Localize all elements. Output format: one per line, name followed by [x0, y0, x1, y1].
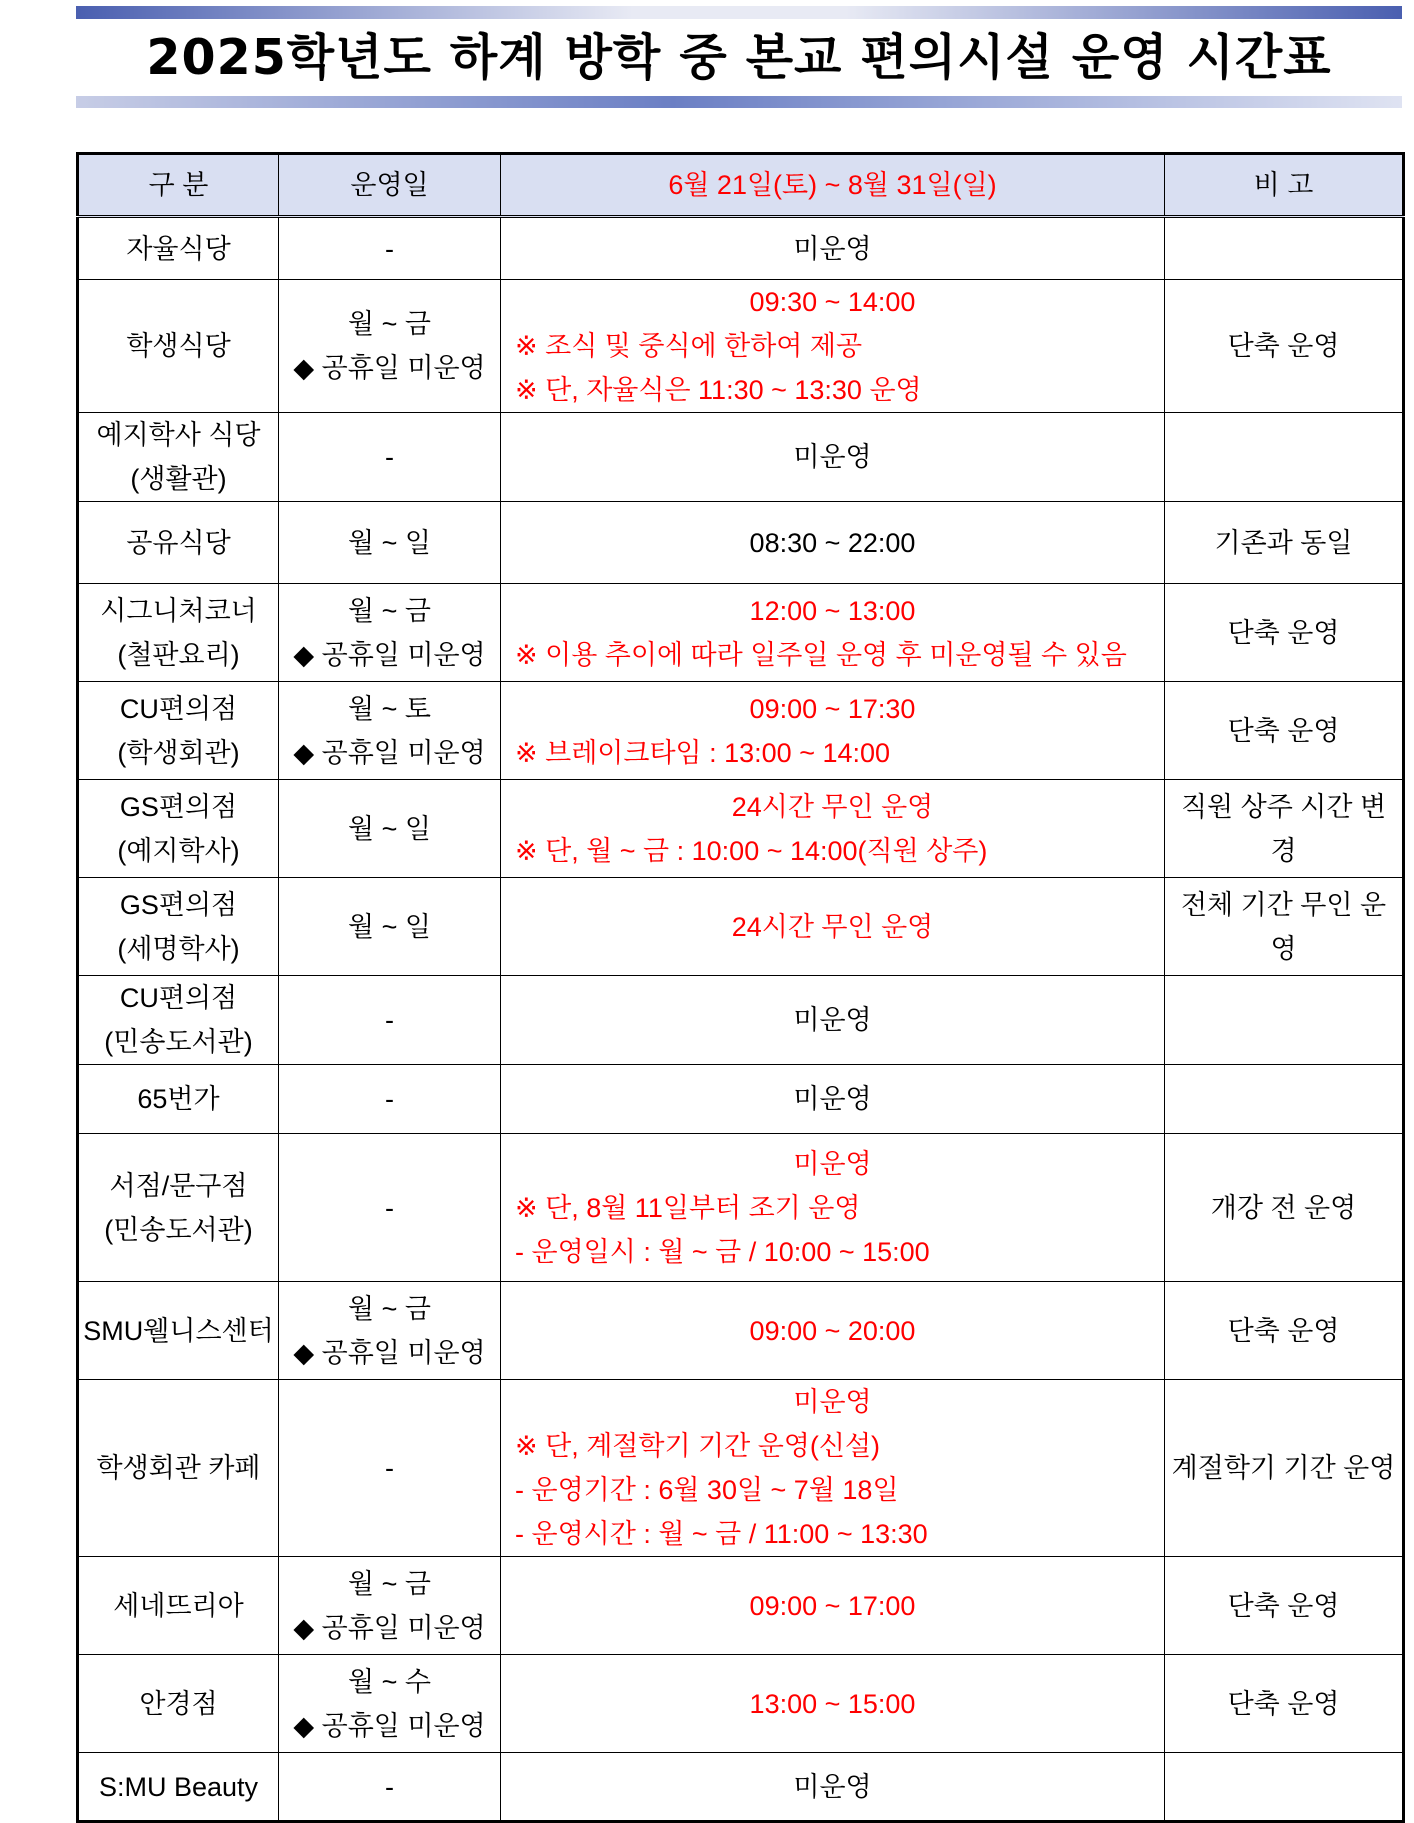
facility-name-cell — [78, 413, 279, 502]
operating-hours: 미운영 — [793, 1084, 872, 1114]
facility-name: GS편의점 — [119, 791, 238, 822]
page-title: 2025학년도 하계 방학 중 본교 편의시설 운영 시간표 — [146, 29, 1332, 86]
operating-hours-cell — [501, 280, 1165, 413]
operating-hours-cell — [501, 584, 1165, 682]
table-row — [78, 502, 1404, 584]
operating-days-cell — [279, 878, 501, 976]
operating-days-cell — [279, 1065, 501, 1134]
operating-days: - — [385, 1005, 394, 1035]
operating-days: 월 ~ 금 — [348, 1568, 431, 1599]
operating-days-cell — [279, 1557, 501, 1655]
note-cell — [1165, 413, 1404, 502]
header-row — [78, 154, 1404, 217]
operating-days: - — [385, 1084, 394, 1114]
holiday-notice: ◆ 공휴일 미운영 — [293, 1710, 486, 1741]
operating-hours-cell — [501, 413, 1165, 502]
hours-remark: ※ 이용 추이에 따라 일주일 운영 후 미운영될 수 있음 — [515, 639, 1127, 670]
table-row — [78, 413, 1404, 502]
table-row — [78, 1380, 1404, 1557]
operating-hours-cell — [501, 1557, 1165, 1655]
operating-hours-cell — [501, 780, 1165, 878]
operating-hours: 12:00 ~ 13:00 — [749, 595, 916, 626]
operating-hours: 09:00 ~ 20:00 — [749, 1315, 916, 1346]
operating-hours-cell — [501, 1380, 1165, 1557]
holiday-notice: ◆ 공휴일 미운영 — [293, 1337, 486, 1368]
header-days: 운영일 — [279, 154, 501, 217]
operating-hours-cell — [501, 1753, 1165, 1822]
facility-name: (민송도서관) — [104, 1214, 253, 1245]
note-cell — [1165, 1065, 1404, 1134]
note-cell: 직원 상주 시간 변경 — [1165, 780, 1404, 878]
operating-days-cell — [279, 976, 501, 1065]
table-row — [78, 780, 1404, 878]
operating-hours: 08:30 ~ 22:00 — [749, 527, 916, 558]
note-cell: 계절학기 기간 운영 — [1165, 1380, 1404, 1557]
operating-days-cell — [279, 682, 501, 780]
facility-name-cell — [78, 1753, 279, 1822]
operating-hours-cell — [501, 1134, 1165, 1282]
facility-name-cell — [78, 502, 279, 584]
hours-remark: - 운영기간 : 6월 30일 ~ 7월 18일 — [515, 1475, 899, 1505]
facility-name: (학생회관) — [117, 737, 240, 768]
operating-days-cell — [279, 1134, 501, 1282]
operating-days: 월 ~ 일 — [348, 911, 431, 942]
note-cell: 기존과 동일 — [1165, 502, 1404, 584]
operating-hours-cell — [501, 976, 1165, 1065]
schedule-table — [76, 152, 1405, 1823]
table-row — [78, 1557, 1404, 1655]
facility-name: S:MU Beauty — [98, 1771, 259, 1802]
facility-name: (민송도서관) — [104, 1027, 253, 1057]
operating-days: 월 ~ 일 — [348, 527, 431, 558]
operating-hours: 09:30 ~ 14:00 — [749, 287, 916, 317]
hours-remark: - 운영일시 : 월 ~ 금 / 10:00 ~ 15:00 — [515, 1236, 930, 1267]
operating-days-cell — [279, 280, 501, 413]
facility-name-cell — [78, 584, 279, 682]
note-cell — [1165, 976, 1404, 1065]
hours-remark: ※ 조식 및 중식에 한하여 제공 — [515, 331, 863, 361]
table-row — [78, 1655, 1404, 1753]
facility-name: (철판요리) — [117, 639, 240, 670]
table-row — [78, 1065, 1404, 1134]
operating-hours-cell — [501, 878, 1165, 976]
operating-days: - — [385, 442, 394, 472]
facility-name-cell — [78, 280, 279, 413]
holiday-notice: ◆ 공휴일 미운영 — [293, 1612, 486, 1643]
facility-name-cell — [78, 878, 279, 976]
operating-hours: 미운영 — [793, 233, 872, 264]
operating-days: 월 ~ 일 — [348, 813, 431, 844]
operating-days-cell — [279, 780, 501, 878]
operating-hours: 09:00 ~ 17:30 — [749, 693, 916, 724]
note-cell: 단축 운영 — [1165, 584, 1404, 682]
operating-hours: 미운영 — [793, 1387, 872, 1417]
holiday-notice: ◆ 공휴일 미운영 — [293, 353, 486, 383]
operating-hours: 미운영 — [793, 1771, 872, 1802]
facility-name-cell — [78, 1065, 279, 1134]
hours-remark: - 운영시간 : 월 ~ 금 / 11:00 ~ 13:30 — [515, 1519, 928, 1549]
facility-name: CU편의점 — [119, 983, 238, 1013]
facility-name: 서점/문구점 — [109, 1170, 248, 1201]
note-cell — [1165, 217, 1404, 280]
note-cell: 단축 운영 — [1165, 280, 1404, 413]
note-cell: 전체 기간 무인 운영 — [1165, 878, 1404, 976]
facility-name-cell — [78, 1655, 279, 1753]
table-row — [78, 217, 1404, 280]
note-cell: 단축 운영 — [1165, 1557, 1404, 1655]
operating-hours: 24시간 무인 운영 — [731, 911, 934, 942]
facility-name: 학생식당 — [126, 331, 231, 361]
facility-name-cell — [78, 976, 279, 1065]
table-row — [78, 584, 1404, 682]
facility-name: 시그니처코너 — [100, 595, 257, 626]
facility-name: 학생회관 카페 — [96, 1453, 261, 1483]
note-cell: 단축 운영 — [1165, 1282, 1404, 1380]
operating-days-cell — [279, 217, 501, 280]
note-cell: 단축 운영 — [1165, 1655, 1404, 1753]
facility-name-cell — [78, 780, 279, 878]
facility-name-cell — [78, 1134, 279, 1282]
operating-days: 월 ~ 금 — [348, 1293, 431, 1324]
operating-hours: 미운영 — [793, 1148, 872, 1179]
facility-name-cell — [78, 1282, 279, 1380]
header-category: 구 분 — [78, 154, 279, 217]
operating-days-cell — [279, 1380, 501, 1557]
facility-name: CU편의점 — [119, 693, 238, 724]
operating-days: - — [385, 233, 394, 264]
operating-days-cell — [279, 1282, 501, 1380]
note-cell: 단축 운영 — [1165, 682, 1404, 780]
facility-name: 안경점 — [139, 1688, 218, 1719]
operating-days-cell — [279, 584, 501, 682]
operating-days: - — [385, 1771, 394, 1802]
operating-days: - — [385, 1453, 394, 1483]
facility-name: 공유식당 — [126, 527, 231, 558]
operating-days: 월 ~ 금 — [348, 309, 431, 339]
operating-hours: 미운영 — [793, 1005, 872, 1035]
operating-days-cell — [279, 502, 501, 584]
operating-hours-cell — [501, 1655, 1165, 1753]
operating-days: 월 ~ 토 — [348, 693, 431, 724]
hours-remark: ※ 단, 월 ~ 금 : 10:00 ~ 14:00(직원 상주) — [515, 835, 988, 866]
facility-name: (세명학사) — [117, 933, 240, 964]
hours-remark: ※ 단, 8월 11일부터 조기 운영 — [515, 1192, 861, 1223]
facility-name-cell — [78, 217, 279, 280]
facility-name: 세네뜨리아 — [113, 1590, 244, 1621]
operating-days-cell — [279, 413, 501, 502]
hours-remark: ※ 브레이크타임 : 13:00 ~ 14:00 — [515, 737, 891, 768]
note-cell: 개강 전 운영 — [1165, 1134, 1404, 1282]
note-cell — [1165, 1753, 1404, 1822]
operating-days-cell — [279, 1655, 501, 1753]
operating-hours-cell — [501, 217, 1165, 280]
facility-name: 65번가 — [137, 1084, 220, 1114]
hours-remark: ※ 단, 계절학기 기간 운영(신설) — [515, 1431, 881, 1461]
header-note: 비 고 — [1165, 154, 1404, 217]
facility-name: (생활관) — [130, 464, 227, 494]
holiday-notice: ◆ 공휴일 미운영 — [293, 639, 486, 670]
operating-days: 월 ~ 금 — [348, 595, 431, 626]
operating-hours: 미운영 — [793, 442, 872, 472]
table-row — [78, 682, 1404, 780]
title-bottom-bar — [76, 96, 1402, 108]
operating-hours-cell — [501, 502, 1165, 584]
table-row — [78, 976, 1404, 1065]
table-row — [78, 1282, 1404, 1380]
facility-name-cell — [78, 682, 279, 780]
facility-name: 자율식당 — [126, 233, 231, 264]
operating-hours-cell — [501, 1065, 1165, 1134]
table-row — [78, 878, 1404, 976]
facility-name: 예지학사 식당 — [96, 420, 261, 450]
facility-name: GS편의점 — [119, 889, 238, 920]
operating-days-cell — [279, 1753, 501, 1822]
operating-hours: 13:00 ~ 15:00 — [749, 1688, 916, 1719]
facility-name: SMU웰니스센터 — [83, 1315, 274, 1346]
facility-name-cell — [78, 1557, 279, 1655]
table-row — [78, 1753, 1404, 1822]
facility-name-cell — [78, 1380, 279, 1557]
operating-hours-cell — [501, 682, 1165, 780]
schedule-body — [78, 217, 1404, 1822]
title-banner — [76, 6, 1402, 110]
title-top-bar — [76, 6, 1402, 19]
operating-days: 월 ~ 수 — [348, 1666, 431, 1697]
operating-hours-cell — [501, 1282, 1165, 1380]
hours-remark: ※ 단, 자율식은 11:30 ~ 13:30 운영 — [515, 375, 922, 405]
table-row — [78, 280, 1404, 413]
facility-name: (예지학사) — [117, 835, 240, 866]
header-period: 6월 21일(토) ~ 8월 31일(일) — [501, 154, 1165, 217]
operating-hours: 09:00 ~ 17:00 — [749, 1590, 916, 1621]
operating-hours: 24시간 무인 운영 — [731, 791, 934, 822]
holiday-notice: ◆ 공휴일 미운영 — [293, 737, 486, 768]
table-row — [78, 1134, 1404, 1282]
operating-days: - — [385, 1192, 394, 1223]
